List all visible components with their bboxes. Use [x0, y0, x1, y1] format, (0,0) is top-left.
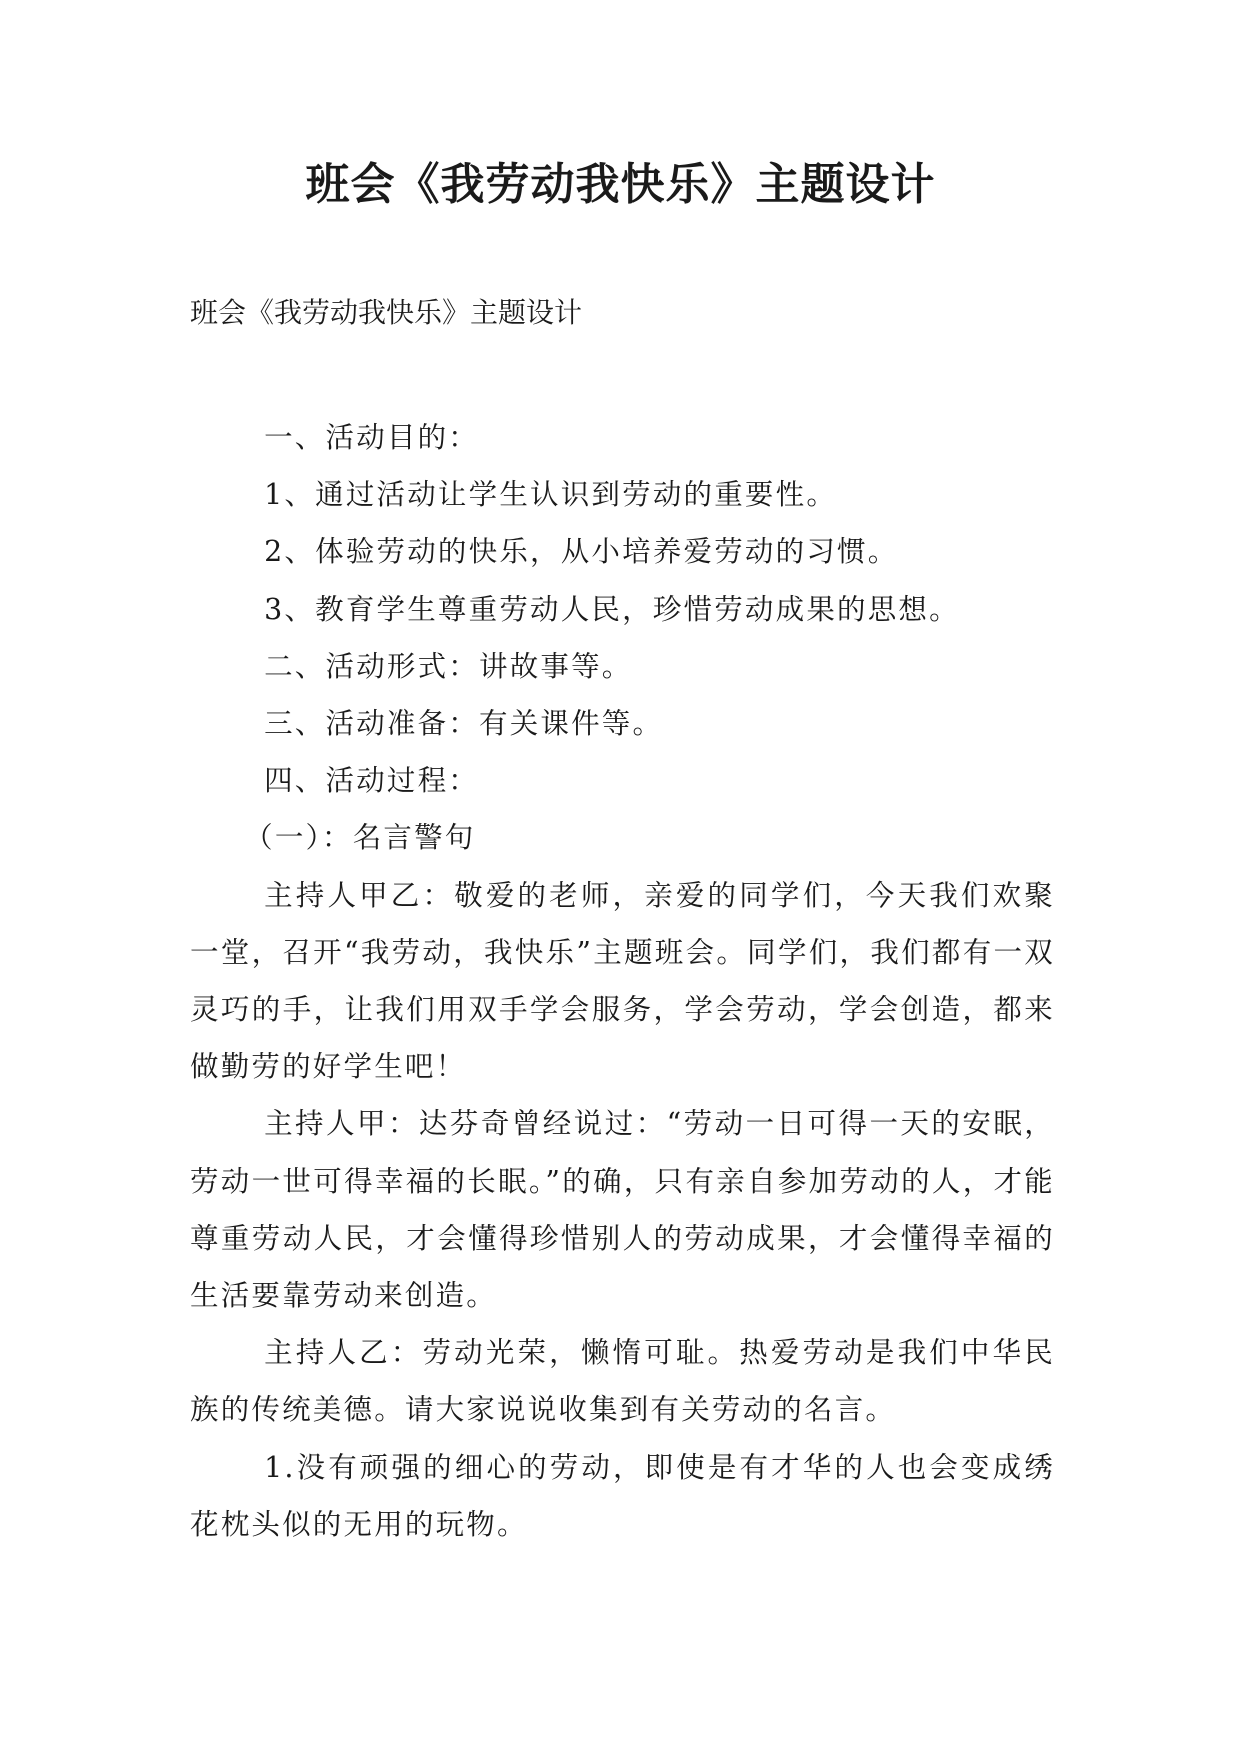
section-heading-preparation: 三、活动准备：有关课件等。 [264, 707, 664, 741]
section-heading-process: 四、活动过程： [264, 764, 479, 798]
host-dialogue-paragraph: 主持人甲：达芬奇曾经说过：“劳动一日可得一天的安眠，劳动一世可得幸福的长眠。”的确，只有亲自参加劳动的人，才能尊重劳动人民，才会懂得珍惜别人的劳动成果，才会懂得幸福的生活要靠劳动来创造。 [190, 1107, 1055, 1313]
document-subtitle: 班会《我劳动我快乐》主题设计 [190, 296, 583, 329]
quote-item-1: 1.没有顽强的细心的劳动，即使是有才华的人也会变成绣花枕头似的无用的玩物。 [190, 1450, 1055, 1541]
subsection-heading-quotes: （一）：名言警句 [244, 821, 476, 855]
document-title: 班会《我劳动我快乐》主题设计 [305, 159, 936, 210]
host-dialogue-paragraph: 主持人甲乙：敬爱的老师，亲爱的同学们，今天我们欢聚一堂，召开“我劳动，我快乐”主题班会。同学们，我们都有一双灵巧的手，让我们用双手学会服务，学会劳动，学会创造，都来做勤劳的好学生吧！ [190, 878, 1055, 1084]
purpose-item-1: 1、通过活动让学生认识到劳动的重要性。 [264, 478, 838, 512]
section-heading-purpose: 一、活动目的： [264, 421, 479, 454]
document-body [190, 409, 1055, 1553]
host-dialogue-paragraph: 主持人乙：劳动光荣，懒惰可耻。热爱劳动是我们中华民族的传统美德。请大家说说收集到有关劳动的名言。 [190, 1336, 1055, 1427]
section-heading-format: 二、活动形式：讲故事等。 [264, 649, 633, 683]
purpose-item-2: 2、体验劳动的快乐，从小培养爱劳动的习惯。 [264, 535, 899, 569]
purpose-item-3: 3、教育学生尊重劳动人民，珍惜劳动成果的思想。 [264, 592, 960, 626]
